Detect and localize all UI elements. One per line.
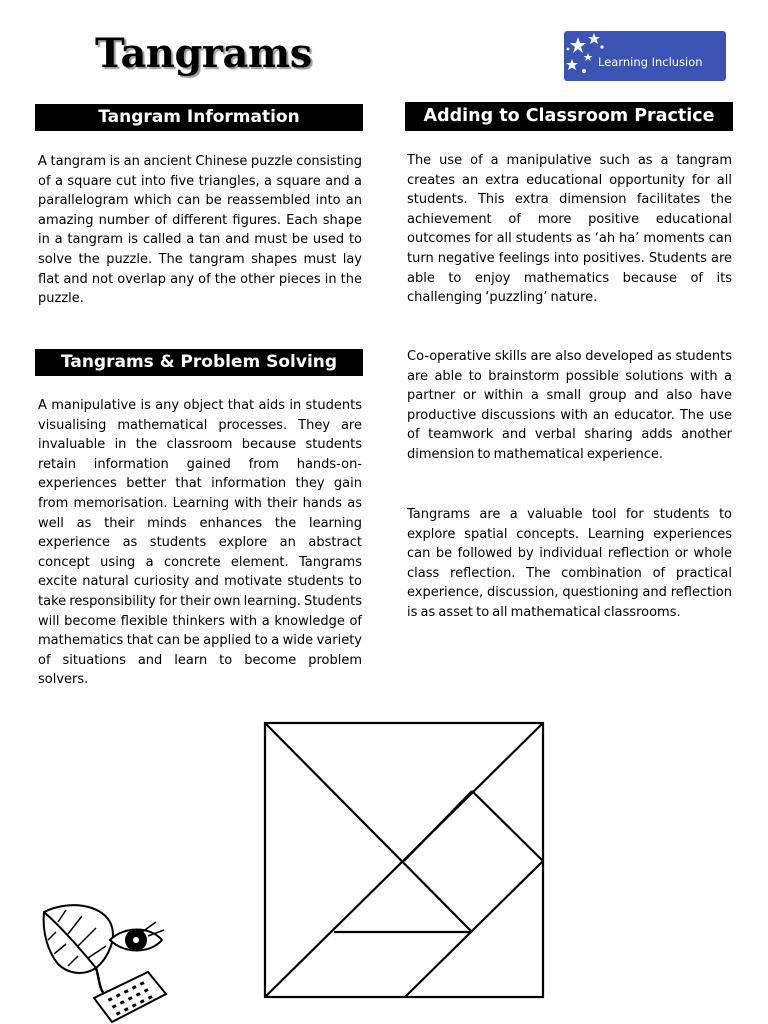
classroom-practice-paragraph-2: Co-operative skills are also developed as students are able to brainstorm possible solutions with a partner or within a small group and also have productive discussions with an educator. The use of teamwork and verbal sharing adds another dimension to mathematical experience.	[407, 349, 732, 462]
page-title: Tangrams	[95, 30, 312, 77]
tangram-information-paragraph: A tangram is an ancient Chinese puzzle consisting of a square cut into five triangles, a square and a parallelogram which can be reassembled into an amazing number of different figures. Each shape in a tangram is called a tan and must be used to solve the puzzle. The tangram shapes must lay flat and not overlap any of the other pieces in the puzzle.	[38, 154, 362, 307]
problem-solving-paragraph: A manipulative is any object that aids in students visualising mathematical processes. They are invaluable in the classroom because students retain information gained from hands-on-experiences better that information they gain from memorisation. Learning with their hands as well as their minds enhances the learning experience as students explore an abstract concept using a concrete element. Tangrams excite natural curiosity and motivate students to take responsibility for their own learning. Students will become flexible thinkers with a knowledge of mathematics that can be applied to a wide variety of situations and learn to become problem solvers.	[38, 398, 362, 688]
tangram-diagram-icon	[262, 721, 546, 1001]
tangram-edge-1	[472, 791, 543, 861]
section-heading-tangram-information: Tangram Information	[35, 104, 363, 131]
logo-text: Learning Inclusion	[598, 55, 703, 69]
tangram-diagonal-main	[265, 723, 472, 932]
tangram-edge-2	[405, 861, 543, 997]
classroom-practice-paragraph-3: Tangrams are a valuable tool for students to explore spatial concepts. Learning experiences can be followed by individual reflection or whole class reflection. The combination of practical experience, discussion, questioning and reflection is as asset to all mathematical classrooms.	[407, 507, 732, 620]
section-heading-tangrams-problem-solving: Tangrams & Problem Solving	[35, 349, 363, 376]
tangram-edge-3	[404, 791, 472, 861]
classroom-practice-paragraph-1: The use of a manipulative such as a tangram creates an extra educational opportunity for all students. This extra dimension facilitates the achievement of more positive educational outcomes for all students as ‘ah ha’ moments can turn negative feelings into positives. Students are able to enjoy mathematics because of its challenging ‘puzzling’ nature.	[407, 153, 732, 306]
section-heading-adding-to-classroom-practice: Adding to Classroom Practice	[405, 102, 733, 131]
learning-inclusion-logo	[564, 31, 726, 81]
leaf-eye-keyboard-clipart-icon	[38, 902, 173, 1024]
